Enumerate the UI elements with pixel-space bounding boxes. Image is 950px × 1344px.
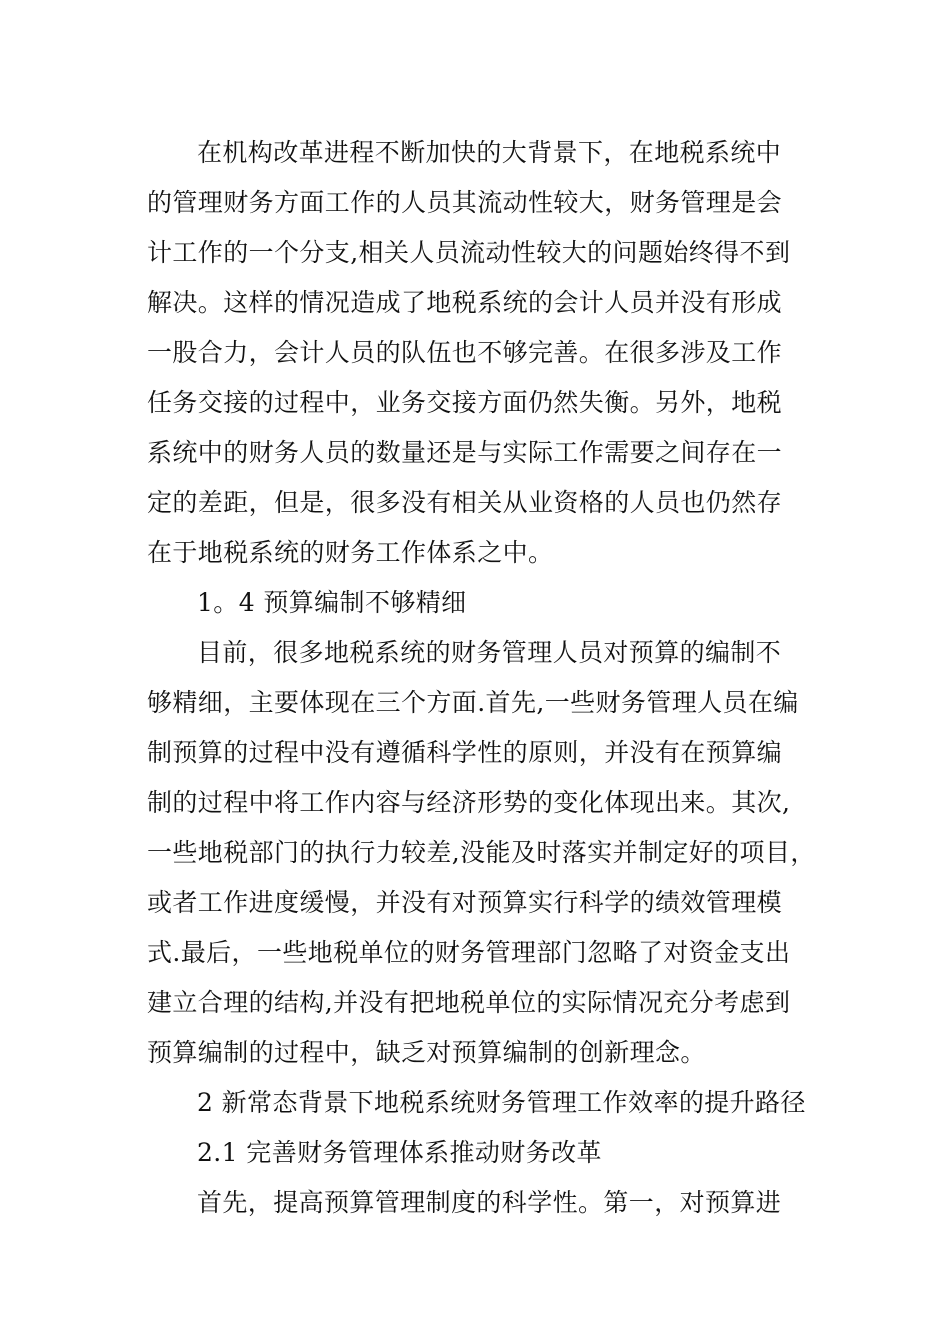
- paragraph-line: 解决。这样的情况造成了地税系统的会计人员并没有形成: [147, 288, 783, 317]
- document-body: [147, 128, 816, 1228]
- subsection-heading: 2.1 完善财务管理体系推动财务改革: [197, 1138, 602, 1167]
- paragraph-line: 在于地税系统的财务工作体系之中。: [147, 538, 554, 567]
- paragraph-line: 制的过程中将工作内容与经济形势的变化体现出来。其次,: [147, 788, 791, 817]
- paragraph-line: 目前，很多地税系统的财务管理人员对预算的编制不: [197, 638, 782, 667]
- paragraph-line: 够精细，主要体现在三个方面.首先,一些财务管理人员在编: [147, 688, 799, 717]
- section-heading: 2 新常态背景下地税系统财务管理工作效率的提升路径: [197, 1088, 806, 1117]
- paragraph-line: 一些地税部门的执行力较差,没能及时落实并制定好的项目，: [147, 838, 816, 867]
- paragraph-line: 的管理财务方面工作的人员其流动性较大，财务管理是会: [147, 188, 783, 217]
- paragraph-line: 预算编制的过程中，缺乏对预算编制的创新理念。: [147, 1038, 706, 1067]
- paragraph-line: 定的差距，但是，很多没有相关从业资格的人员也仍然存: [147, 488, 783, 517]
- paragraph-line: 在机构改革进程不断加快的大背景下，在地税系统中: [197, 138, 782, 167]
- paragraph-line: 建立合理的结构,并没有把地税单位的实际情况充分考虑到: [147, 988, 791, 1017]
- section-heading: 1。4 预算编制不够精细: [197, 588, 467, 617]
- paragraph-line: 制预算的过程中没有遵循科学性的原则，并没有在预算编: [147, 738, 783, 767]
- paragraph-line: 一股合力，会计人员的队伍也不够完善。在很多涉及工作: [147, 338, 783, 367]
- paragraph-line: 首先，提高预算管理制度的科学性。第一，对预算进: [197, 1188, 782, 1217]
- paragraph-line: 或者工作进度缓慢，并没有对预算实行科学的绩效管理模: [147, 888, 783, 917]
- paragraph-line: 计工作的一个分支,相关人员流动性较大的问题始终得不到: [147, 238, 791, 267]
- paragraph-line: 任务交接的过程中，业务交接方面仍然失衡。另外，地税: [147, 388, 783, 417]
- paragraph-line: 系统中的财务人员的数量还是与实际工作需要之间存在一: [147, 438, 783, 467]
- paragraph-line: 式.最后，一些地税单位的财务管理部门忽略了对资金支出: [147, 938, 791, 967]
